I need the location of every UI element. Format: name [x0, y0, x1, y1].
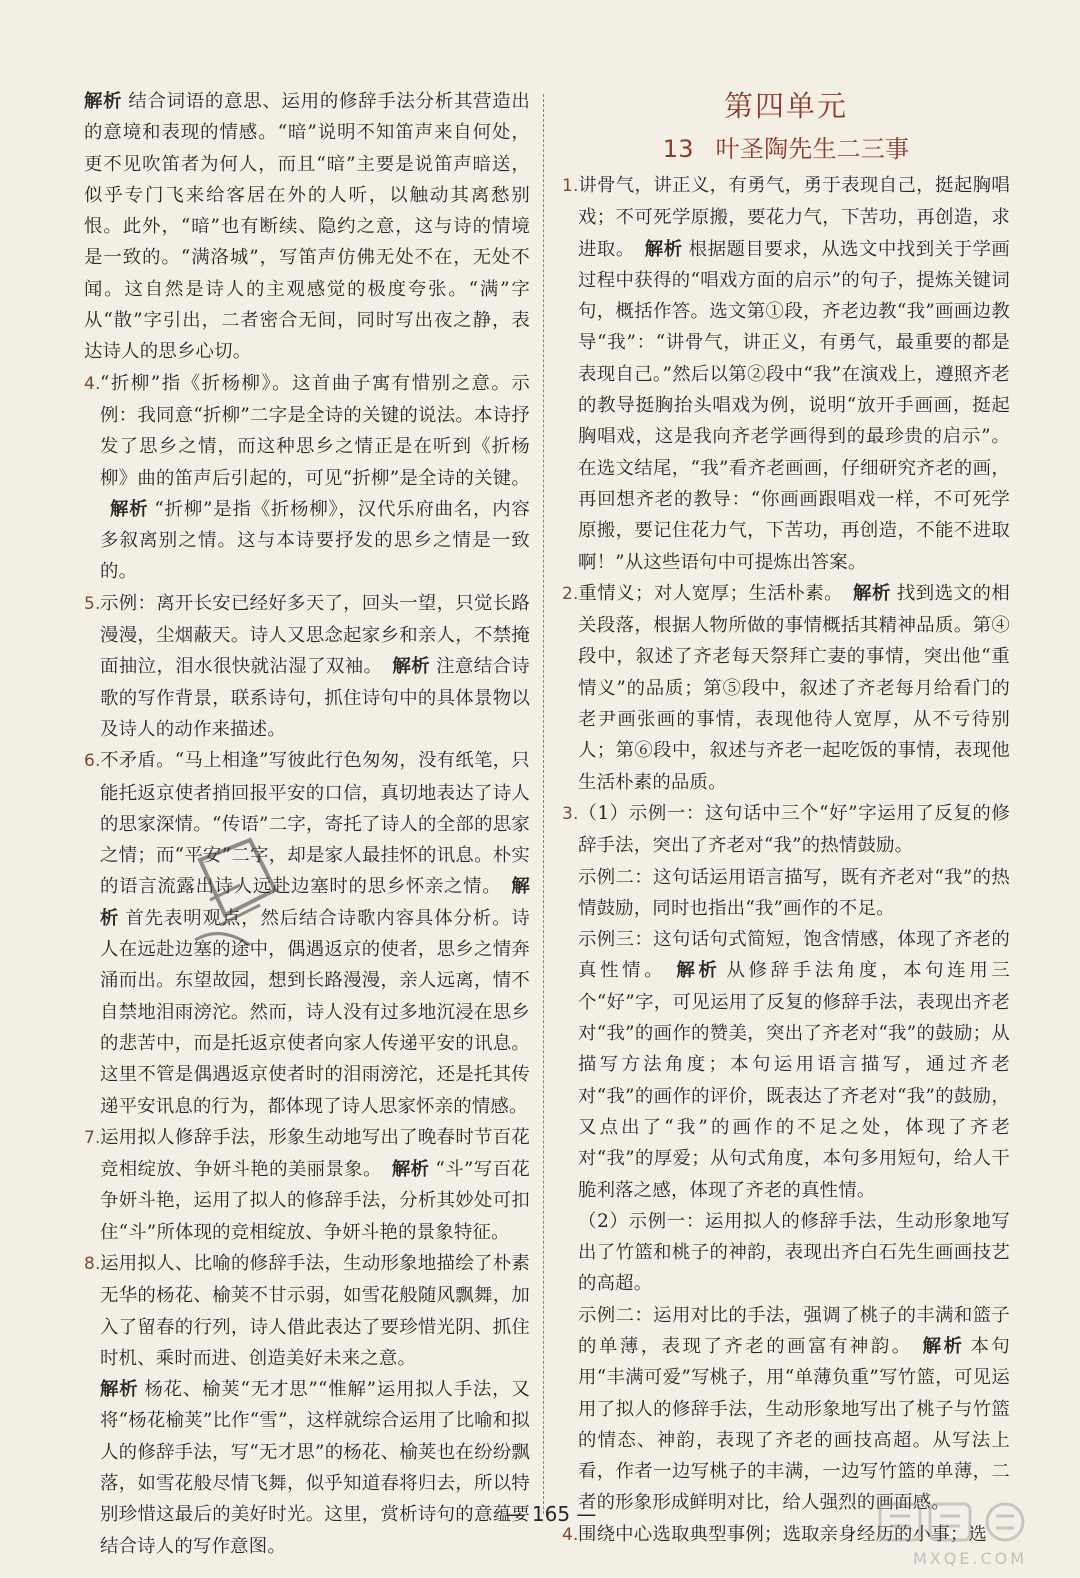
- left-item-5: [84, 588, 530, 745]
- right-item-3-part-2: （2）示例一：运用拟人的修辞手法，生动形象地写出了竹篮和桃子的神韵，表现出齐白石先生画画技艺的高超。: [578, 1210, 1010, 1295]
- right-item-3-part-2-example-2: [562, 1300, 1010, 1519]
- item-number: 4.: [84, 373, 101, 394]
- lesson-number: 13: [662, 135, 694, 163]
- analysis-text: “折柳”是指《折杨柳》，汉代乐府曲名，内容多叙离别之情。这与本诗要抒发的思乡之情是一致的。: [100, 498, 530, 583]
- page-number: — 165 —: [505, 1502, 597, 1526]
- right-item-3: [562, 798, 1010, 862]
- answer-text: 讲骨气，讲正义，有勇气，勇于表现自己，挺起胸唱戏；不可死学原搬，要花力气，下苦功，再创造，求进取。: [578, 175, 1010, 260]
- right-item-3-example-2: 示例二：这句话运用语言描写，既有齐老对“我”的热情鼓励，同时也指出“我”画作的不足。: [578, 866, 1010, 919]
- intro-text: 结合词语的意思、运用的修辞手法分析其营造出的意境和表现的情感。“暗”说明不知笛声来自何处，更不见吹笛者为何人，而且“暗”主要是说笛声暗送，似乎专门飞来给客居在外的人听，以触动其离愁别恨。此外，“暗”也有断续、隐约之意，这与诗的情境是一致的。“满洛城”，写笛声仿佛无处不在，无处不闻。这自然是诗人的主观感觉的极度夸张。“满”字从“散”字引出，二者密合无间，同时写出夜之静，表达诗人的思乡心切。: [84, 91, 530, 363]
- left-item-8-analysis: [84, 1374, 530, 1562]
- item-number: 7.: [84, 1127, 101, 1148]
- analysis-text: 首先表明观点，然后结合诗歌内容具体分析。诗人在远赴边塞的途中，偶遇返京的使者，思乡之情奔涌而出。东望故园，想到长路漫漫，亲人远离，情不自禁地泪雨滂沱。然而，诗人没有过多地沉浸在思乡的悲苦中，而是托返京使者向家人传递平安的讯息。这里不管是偶遇返京使者时的泪雨滂沱，还是托其传递平安讯息的行为，都体现了诗人思家怀亲的情感。: [100, 907, 531, 1117]
- item-number: 3.: [562, 803, 579, 824]
- watermark: [870, 1498, 1070, 1568]
- analysis-tag: 解析: [84, 91, 123, 112]
- column-divider: [543, 94, 544, 1514]
- item-number: 8.: [84, 1253, 101, 1274]
- analysis-tag: 解析: [922, 1335, 965, 1357]
- lesson-title: [562, 132, 1010, 166]
- left-item-4: [84, 368, 530, 588]
- item-number: 6.: [84, 751, 101, 772]
- left-item-6: [84, 745, 530, 1122]
- answer-text: 围绕中心选取典型事例；选取亲身经历的小事；选: [578, 1523, 987, 1545]
- analysis-tag: 解析: [853, 582, 891, 604]
- analysis-text: “斗”写百花争妍斗艳，运用了拟人的修辞手法，分析其妙处可扣住“斗”所体现的竞相绽放、争妍斗艳的景象特征。: [100, 1159, 530, 1243]
- answer-text: 示例三：这句话句式简短，饱含情感，体现了齐老的真性情。: [578, 929, 1010, 982]
- item-number: 2.: [562, 583, 579, 604]
- right-column: [562, 86, 1010, 1551]
- analysis-tag: 解析: [100, 1379, 139, 1401]
- analysis-text: 本句用“丰满可爱”写桃子，用“单薄负重”写竹篮，可见运用了拟人的修辞手法，生动形象地写出了桃子与竹篮的情态、神韵，表现了齐老的画技高超。从写法上看，作者一边写桃子的丰满，一边写竹篮的单薄，二者的形象形成鲜明对比，给人强烈的画面感。: [578, 1335, 1011, 1514]
- analysis-tag: 解析: [676, 960, 721, 982]
- unit-title: 第四单元: [723, 89, 848, 123]
- answer-text: “折柳”指《折杨柳》。这首曲子寓有惜别之意。示例：我同意“折柳”二字是全诗的关键的说法。本诗抒发了思乡之情，而这种思乡之情正是在听到《折杨柳》曲的笛声后引起的，可见“折柳”是全诗的关键。: [100, 372, 530, 489]
- intro-analysis: [84, 86, 530, 368]
- watermark-text: MXQE.COM: [912, 1549, 1028, 1568]
- left-column: [84, 86, 530, 1562]
- analysis-text: 找到选文的相关段落，根据人物所做的事情概括其精神品质。第④段中，叙述了齐老每天祭拜亡妻的事情，突出他“重情义”的品质；第⑤段中，叙述了齐老每月给看门的老尹画张画的事情，表现他待人宽厚，从不亏待别人；第⑥段中，叙述与齐老一起吃饭的事情，表现他生活朴素的品质。: [578, 582, 1010, 793]
- analysis-text: 从修辞手法角度，本句连用三个“好”字，可见运用了反复的修辞手法，表现出齐老对“我”的画作的赞美，突出了齐老对“我”的鼓励；从描写方法角度；本句运用语言描写，通过齐老对“我”的画作的评价，既表达了齐老对“我”的鼓励，又点出了“我”的画作的不足之处，体现了齐老对“我”的厚爱；从句式角度，本句多用短句，给人干脆利落之感，体现了齐老的真性情。: [578, 960, 1010, 1201]
- analysis-text: 杨花、榆荚“无才思”“惟解”运用拟人手法，又将“杨花榆荚”比作“雪”，这样就综合运用了比喻和拟人的修辞手法，写“无才思”的杨花、榆荚也在纷纷飘落，如雪花般尽情飞舞，似乎知道春将归去，所以特别珍惜这最后的美好时光。这里，赏析诗句的意蕴要结合诗人的写作意图。: [100, 1379, 530, 1557]
- answer-text: 运用拟人修辞手法，形象生动地写出了晚春时节百花竞相绽放、争妍斗艳的美丽景象。: [100, 1126, 530, 1181]
- analysis-tag: 解析: [100, 876, 530, 929]
- answer-text: 示例：离开长安已经好多天了，回头一望，只觉长路漫漫，尘烟蔽天。诗人又思念起家乡和亲人，不禁掩面抽泣，泪水很快就沾湿了双袖。: [100, 592, 530, 678]
- left-item-7: [84, 1122, 530, 1248]
- right-item-3-example-3: [562, 924, 1010, 1206]
- answer-text: 不矛盾。“马上相逢”写彼此行色匆匆，没有纸笔，只能托返京使者捎回报平安的口信，真切地表达了诗人的思家深情。“传语”二字，寄托了诗人的全部的思家之情；而“平安”二字，却是家人最挂怀的讯息。朴实的语言流露出诗人远赴边塞时的思乡怀亲之情。: [100, 750, 530, 898]
- answer-text: 重情义；对人宽厚；生活朴素。: [578, 582, 844, 604]
- item-number: 1.: [562, 176, 579, 196]
- stamp-mark-icon: [180, 830, 300, 960]
- analysis-text: 根据题目要求，从选文中找到关于学画过程中获得的“唱戏方面的启示”的句子，提炼关键词句，概括作答。选文第①段，齐老边教“我”画画边教导“我”：“讲骨气，讲正义，有勇气，最重要的都是表现自己。”然后以第②段中“我”在演戏上，遵照齐老的教导挺胸抬头唱戏为例，说明“放开手画画，挺起胸唱戏，这是我向齐老学画得到的最珍贵的启示”。在选文结尾，“我”看齐老画画，仔细研究齐老的画，再回想齐老的教导：“你画画跟唱戏一样，不可死学原搬，要记住花力气，下苦功，再创造，不能不进取啊！”从这些语句中可提炼出答案。: [578, 238, 1011, 573]
- right-item-1: [562, 170, 1010, 578]
- item-number: 4.: [562, 1524, 579, 1545]
- analysis-tag: 解析: [110, 498, 149, 520]
- item-number: 5.: [84, 593, 101, 614]
- right-item-2: [562, 578, 1010, 798]
- answer-text: （1）示例一：这句话中三个“好”字运用了反复的修辞手法，突出了齐老对“我”的热情鼓励。: [578, 802, 1010, 857]
- lesson-name: 叶圣陶先生二三事: [715, 135, 910, 163]
- analysis-text: 注意结合诗歌的写作背景，联系诗句，抓住诗句中的具体景物以及诗人的动作来描述。: [100, 656, 530, 740]
- watermark-logo-icon: [870, 1498, 1070, 1546]
- left-item-8: [84, 1248, 530, 1374]
- answer-text: 运用拟人、比喻的修辞手法，生动形象地描绘了朴素无华的杨花、榆荚不甘示弱，如雪花般随风飘舞，加入了留春的行列，诗人借此表达了要珍惜光阴、抓住时机、乘时而进、创造美好未来之意。: [100, 1252, 530, 1369]
- analysis-tag: 解析: [391, 1159, 430, 1181]
- analysis-tag: 解析: [392, 656, 431, 678]
- answer-text: 示例二：运用对比的手法，强调了桃子的丰满和篮子的单薄，表现了齐老的画富有神韵。: [578, 1304, 1010, 1357]
- analysis-tag: 解析: [644, 238, 683, 260]
